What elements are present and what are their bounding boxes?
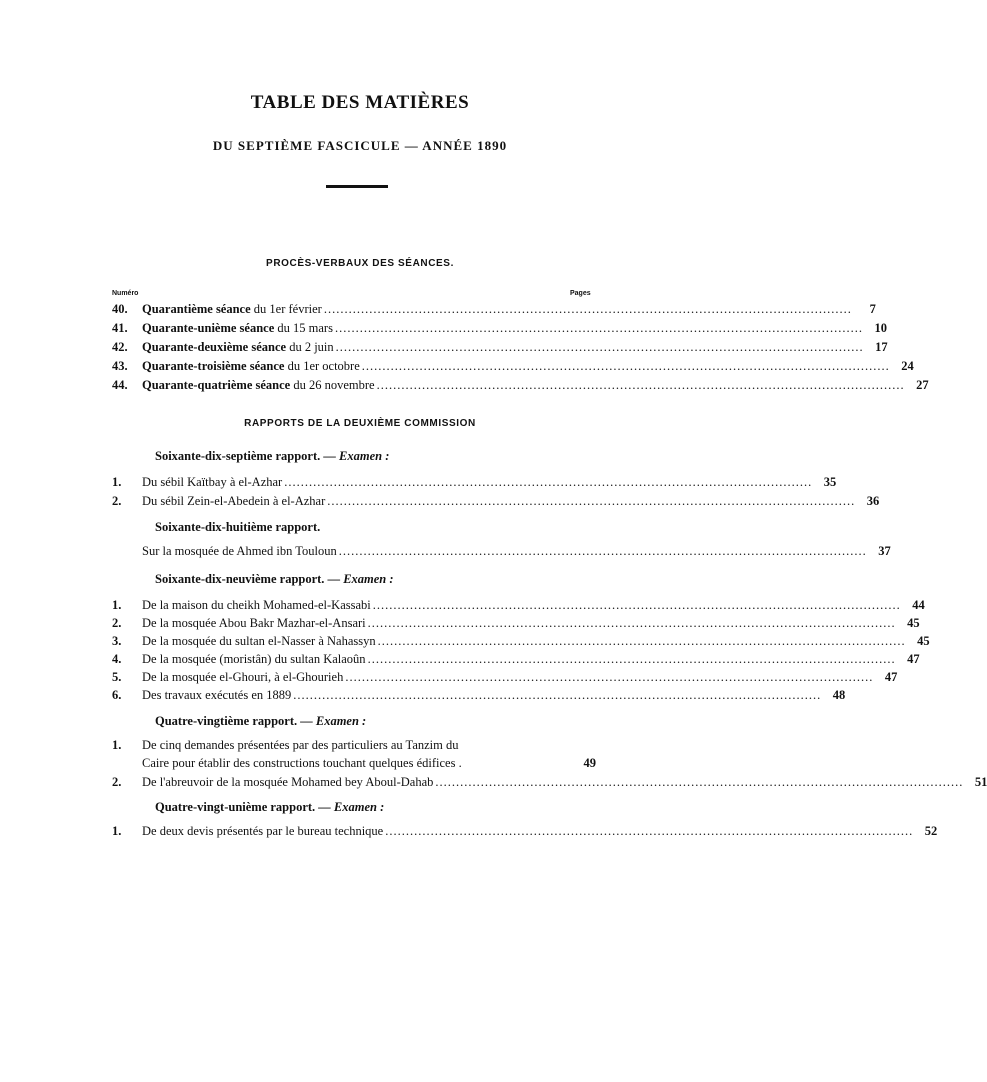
- section-heading-proces-verbaux: PROCÈS-VERBAUX DES SÉANCES.: [266, 258, 454, 269]
- entry-date: du 2 juin: [286, 340, 334, 354]
- report-examen: — Examen :: [323, 449, 390, 463]
- report-examen: — Examen :: [327, 572, 394, 586]
- dot-leader: [324, 300, 852, 318]
- toc-entry-multiline: [112, 736, 596, 772]
- entry-title: Quarantième séance: [142, 302, 251, 316]
- entry-number: 5.: [112, 670, 122, 684]
- entry-text: De la mosquée el-Ghouri, à el-Ghourieh: [142, 670, 344, 684]
- report-heading: [155, 800, 384, 815]
- entry-page: 37: [878, 544, 891, 558]
- entry-page: 35: [823, 475, 837, 489]
- toc-entry: [112, 632, 930, 650]
- entry-page: 52: [924, 824, 938, 838]
- dot-leader: [335, 319, 863, 337]
- entry-number: 1.: [112, 475, 122, 489]
- toc-entry: [112, 357, 914, 375]
- entry-page: 49: [583, 756, 596, 770]
- toc-entry: [112, 319, 887, 337]
- dot-leader: [435, 773, 963, 791]
- entry-number: 2.: [112, 616, 122, 630]
- report-title: Quatre-vingt-unième rapport.: [155, 800, 316, 814]
- entry-text-line1: De cinq demandes présentées par des particuliers au Tanzim du: [142, 738, 459, 752]
- dot-leader: [368, 614, 896, 632]
- entry-page: 45: [907, 616, 920, 630]
- entry-page: 10: [874, 321, 887, 335]
- entry-date: du 1er février: [250, 302, 322, 316]
- entry-text: Des travaux exécutés en 1889: [142, 688, 292, 702]
- dot-leader: [327, 492, 855, 510]
- entry-date: du 1er octobre: [284, 359, 360, 373]
- toc-entry: [112, 596, 925, 614]
- page-title: TABLE DES MATIÈRES: [250, 92, 470, 113]
- entry-page: 47: [884, 670, 898, 684]
- entry-title: Quarante-quatrième séance: [142, 378, 291, 392]
- entry-text-line2: Caire pour établir des constructions touchant quelques édifices .: [142, 756, 462, 770]
- page-subtitle: DU SEPTIÈME FASCICULE — ANNÉE 1890: [212, 138, 508, 153]
- entry-page: 45: [917, 634, 930, 648]
- entry-page: 24: [901, 359, 914, 373]
- entry-text: Du sébil Kaïtbay à el-Azhar: [142, 475, 283, 489]
- dot-leader: [284, 473, 812, 491]
- dot-leader: [362, 357, 890, 375]
- entry-number: 6.: [112, 688, 122, 702]
- toc-entry: [112, 650, 920, 668]
- entry-text: Sur la mosquée de Ahmed ibn Touloun: [142, 544, 337, 558]
- toc-entry: [112, 686, 846, 704]
- dot-leader: [373, 596, 901, 614]
- dot-leader: [336, 338, 864, 356]
- entry-text: De deux devis présentés par le bureau technique: [142, 824, 384, 838]
- entry-number: 2.: [112, 775, 122, 789]
- dot-leader: [368, 650, 896, 668]
- section-heading-rapports: RAPPORTS DE LA DEUXIÈME COMMISSION: [244, 418, 476, 429]
- entry-number: 2.: [112, 494, 122, 508]
- report-examen: — Examen :: [300, 714, 367, 728]
- report-title: Soixante-dix-septième rapport.: [155, 449, 321, 463]
- toc-entry: [112, 376, 929, 394]
- entry-page: 27: [916, 378, 929, 392]
- entry-number: 1.: [112, 824, 122, 838]
- report-examen: — Examen :: [318, 800, 385, 814]
- report-heading: [155, 714, 366, 729]
- entry-page: 48: [832, 688, 846, 702]
- entry-title: Quarante-unième séance: [142, 321, 275, 335]
- report-heading: [155, 520, 320, 535]
- toc-entry: [112, 822, 938, 840]
- column-label-pages: Pages: [570, 290, 591, 297]
- dot-leader: [345, 668, 873, 686]
- toc-entry: [112, 773, 987, 791]
- toc-entry: [112, 614, 920, 632]
- report-title: Quatre-vingtième rapport.: [155, 714, 298, 728]
- report-heading: [155, 449, 389, 464]
- entry-text: Du sébil Zein-el-Abedein à el-Azhar: [142, 494, 326, 508]
- entry-number: 1.: [112, 738, 122, 752]
- report-title: Soixante-dix-huitième rapport.: [155, 520, 321, 534]
- toc-entry: [112, 492, 880, 510]
- entry-number: 43.: [112, 359, 128, 373]
- report-title: Soixante-dix-neuvième rapport.: [155, 572, 325, 586]
- entry-number: 4.: [112, 652, 122, 666]
- entry-page: 51: [974, 775, 987, 789]
- entry-date: du 26 novembre: [290, 378, 375, 392]
- entry-text: De la mosquée du sultan el-Nasser à Nahassyn: [142, 634, 376, 648]
- entry-number: 41.: [112, 321, 128, 335]
- toc-entry: [112, 338, 888, 356]
- entry-number: 42.: [112, 340, 128, 354]
- toc-entry: [112, 473, 837, 491]
- column-label-numero: Numéro: [112, 290, 139, 297]
- dot-leader: [385, 822, 913, 840]
- dot-leader: [377, 376, 905, 394]
- dot-leader: [293, 686, 821, 704]
- toc-entry: [112, 300, 876, 318]
- report-heading: [155, 572, 394, 587]
- dot-leader: [339, 542, 867, 560]
- entry-number: 3.: [112, 634, 122, 648]
- entry-number: 1.: [112, 598, 122, 612]
- entry-page: 47: [907, 652, 920, 666]
- entry-page: 36: [866, 494, 880, 508]
- entry-text: De la mosquée (moristân) du sultan Kalaoûn: [142, 652, 366, 666]
- entry-title: Quarante-troisième séance: [142, 359, 285, 373]
- entry-date: du 15 mars: [274, 321, 333, 335]
- entry-text: De la mosquée Abou Bakr Mazhar-el-Ansari: [142, 616, 366, 630]
- dot-leader: [378, 632, 906, 650]
- toc-entry: [142, 542, 891, 560]
- entry-number: 40.: [112, 302, 128, 316]
- title-divider: [326, 185, 388, 188]
- toc-entry: [112, 668, 898, 686]
- entry-page: 44: [912, 598, 925, 612]
- entry-number: 44.: [112, 378, 128, 392]
- entry-text: De l'abreuvoir de la mosquée Mohamed bey Aboul-Dahab: [142, 775, 434, 789]
- entry-page: 7: [869, 302, 876, 316]
- entry-page: 17: [875, 340, 888, 354]
- entry-title: Quarante-deuxième séance: [142, 340, 287, 354]
- entry-text: De la maison du cheikh Mohamed-el-Kassabi: [142, 598, 371, 612]
